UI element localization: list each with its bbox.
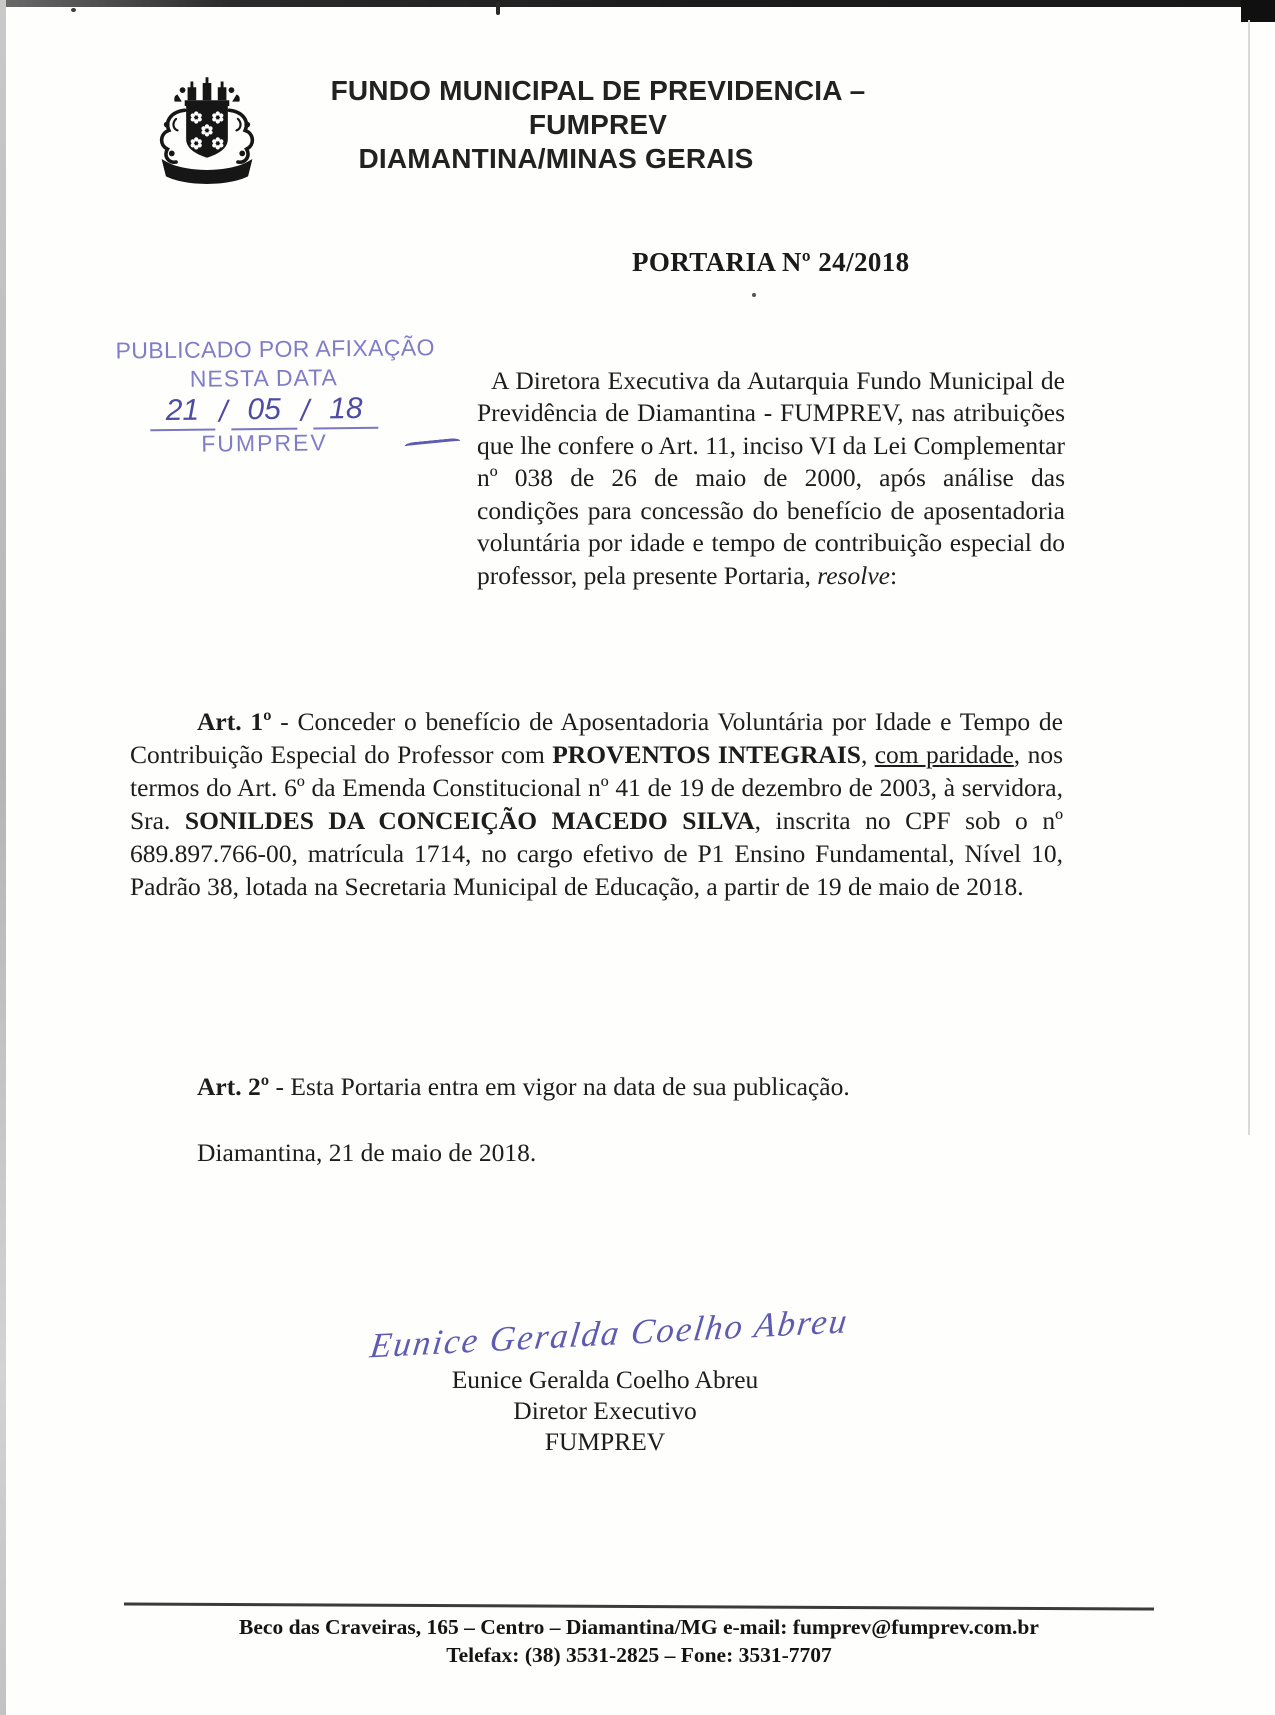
article-2-paragraph: Art. 2º - Esta Portaria entra em vigor na data de sua publicação. — [197, 1071, 850, 1101]
article-2-label: Art. 2º — [197, 1071, 270, 1101]
coat-of-arms-icon — [143, 72, 271, 196]
signer-org: FUMPREV — [544, 1427, 666, 1456]
footer-block — [128, 1613, 1150, 1669]
signer-name: Eunice Geralda Coelho Abreu — [451, 1365, 759, 1394]
signature-block — [367, 1301, 851, 1457]
footer-phone: Telefax: (38) 3531-2825 – Fone: 3531-7707 — [446, 1643, 832, 1667]
scan-speck — [752, 293, 756, 297]
scan-speck — [496, 2, 500, 15]
header-org-block — [268, 74, 928, 176]
scan-artifact-left-edge — [0, 0, 6, 1715]
stamp-org-label: FUMPREV — [116, 428, 412, 458]
pen-stroke-mark — [404, 438, 460, 450]
scan-artifact-top-bar — [0, 0, 1275, 7]
footer-divider — [124, 1602, 1154, 1610]
stamp-date-slash: / — [218, 395, 228, 429]
scan-artifact-right-line — [1248, 20, 1250, 1135]
org-location: DIAMANTINA/MINAS GERAIS — [358, 143, 754, 174]
stamp-line-published: PUBLICADO POR AFIXAÇÃO — [115, 334, 436, 364]
org-name: FUNDO MUNICIPAL DE PREVIDENCIA – FUMPREV — [330, 75, 866, 140]
footer-address: Beco das Craveiras, 165 – Centro – Diamantina/MG e-mail: fumprev@fumprev.com.br — [239, 1615, 1039, 1639]
handwritten-signature: Eunice Geralda Coelho Abreu — [367, 1301, 851, 1366]
stamp-date-slash: / — [300, 394, 310, 428]
dateline: Diamantina, 21 de maio de 2018. — [197, 1138, 537, 1167]
stamp-line-date-label: NESTA DATA — [189, 364, 338, 392]
stamp-date-month: 05 — [231, 393, 297, 431]
article-1-paragraph: Art. 1º - Conceder o benefício de Aposentadoria Voluntária por Idade e Tempo de Contribuição Especial do Professor com PROVENTOS INTEGRAIS, com paridade, nos termos do Art. 6º da Emenda Constitucional nº 41 de 19 de dezembro de 2003, à servidora, Sra. SONILDES DA CONCEIÇÃO MACEDO SILVA, inscrita no CPF sob o nº 689.897.766-00, matrícula 1714, no cargo efetivo de P1 Ensino Fundamental, Nível 10, Padrão 38, lotada na Secretaria Municipal de Educação, a partir de 19 de maio de 2018. — [130, 706, 1063, 901]
article-1-label: Art. 1º — [197, 706, 272, 736]
publication-stamp — [115, 334, 436, 458]
preamble-paragraph: A Diretora Executiva da Autarquia Fundo Municipal de Previdência de Diamantina - FUMPREV, nas atribuições que lhe confere o Art. 11, inciso VI da Lei Complementar nº 038 de 26 de maio de 2000, após análise das condições para concessão do benefício de aposentadoria voluntária por idade e tempo de contribuição especial do professor, pela presente Portaria, resolve: — [477, 365, 1065, 591]
servant-name: SONILDES DA CONCEIÇÃO MACEDO SILVA — [184, 805, 755, 835]
scan-speck — [71, 8, 76, 12]
document-title: PORTARIA Nº 24/2018 — [632, 247, 910, 277]
stamp-handwritten-date — [116, 391, 412, 431]
signer-role: Diretor Executivo — [513, 1396, 697, 1425]
stamp-date-year: 18 — [313, 392, 379, 430]
stamp-date-day: 21 — [150, 394, 216, 432]
scan-artifact-corner-block — [1241, 0, 1275, 22]
parity-clause: com paridade — [874, 739, 1014, 769]
resolve-word: resolve — [817, 561, 890, 591]
benefit-name: PROVENTOS INTEGRAIS — [552, 739, 861, 769]
